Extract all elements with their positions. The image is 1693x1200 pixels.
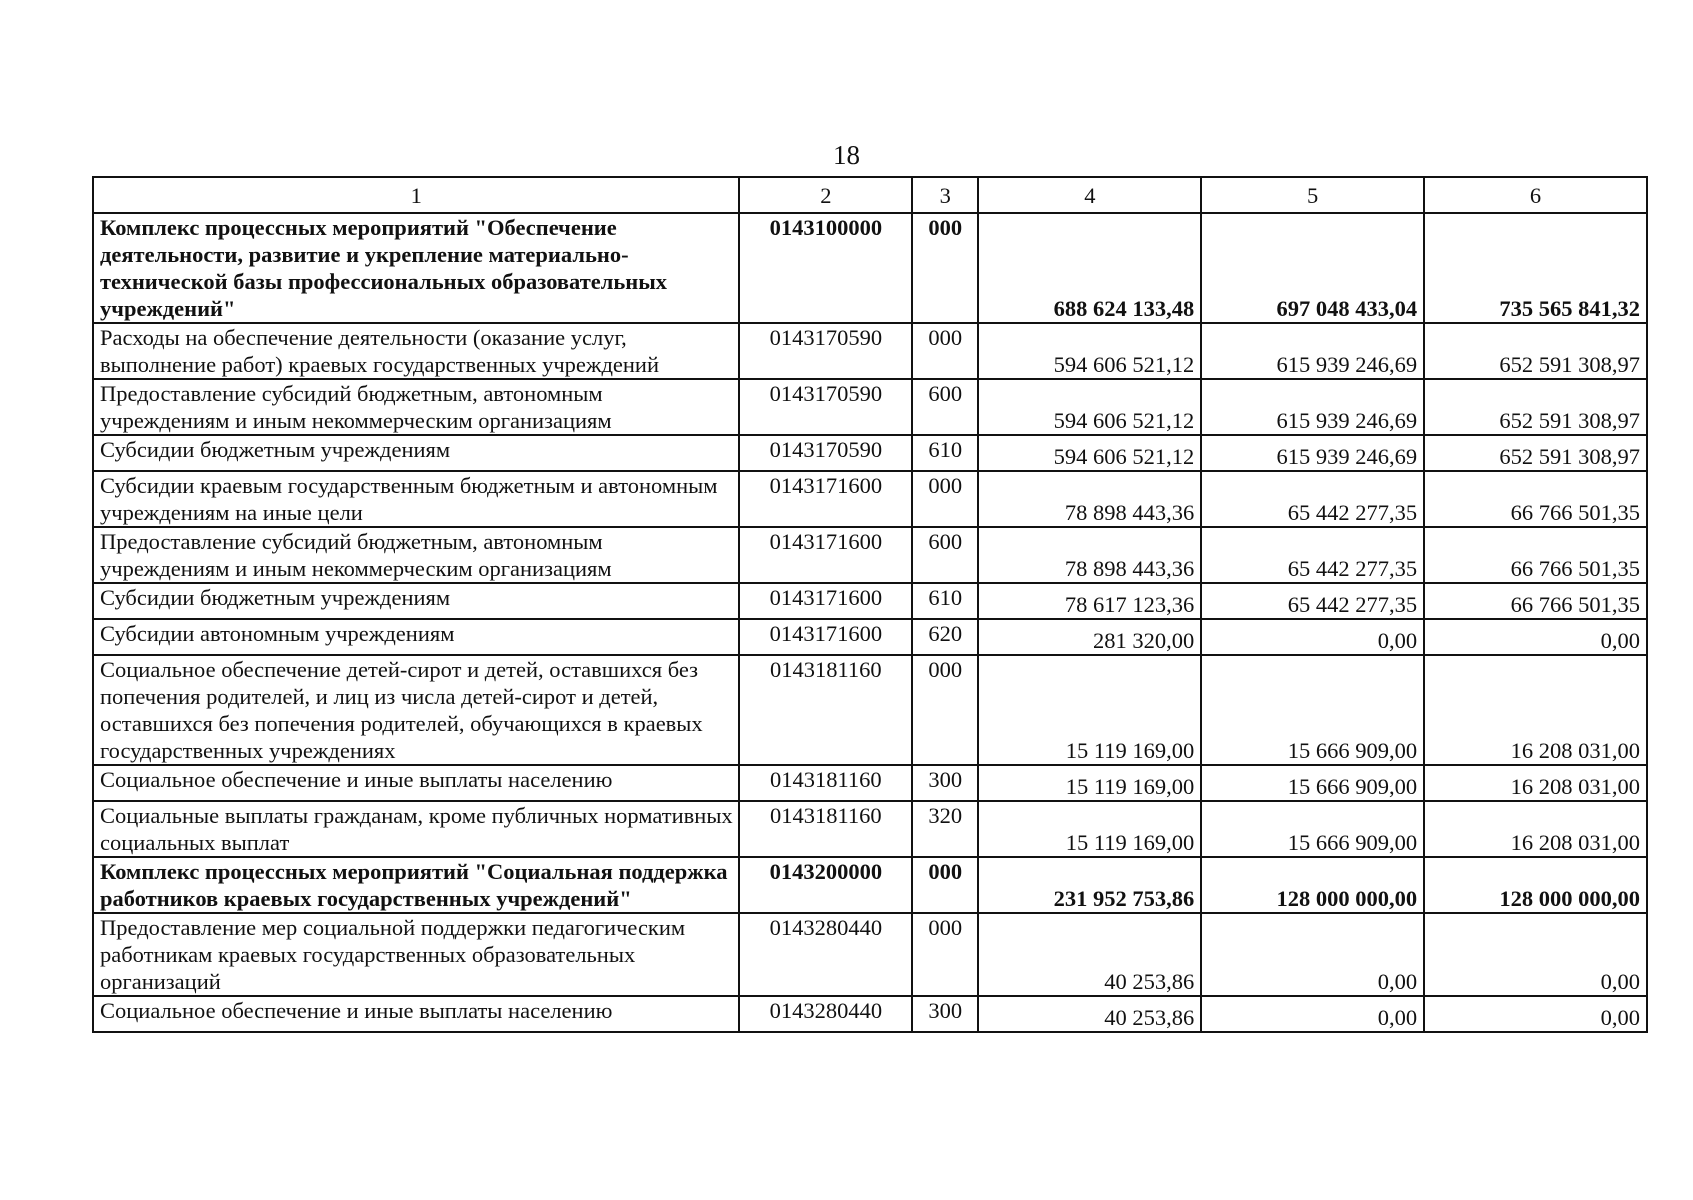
row-name: Субсидии автономным учреждениям [93, 619, 739, 655]
row-amount-col5: 65 442 277,35 [1201, 583, 1424, 619]
row-expense-type: 000 [912, 913, 978, 996]
row-target-code: 0143280440 [739, 913, 912, 996]
row-amount-col5: 0,00 [1201, 619, 1424, 655]
table-row [93, 471, 1647, 527]
row-target-code: 0143170590 [739, 435, 912, 471]
row-expense-type: 300 [912, 996, 978, 1032]
column-header-5: 5 [1201, 177, 1424, 213]
row-name: Социальные выплаты гражданам, кроме публичных нормативных социальных выплат [93, 801, 739, 857]
row-name: Социальное обеспечение и иные выплаты населению [93, 765, 739, 801]
row-amount-col6: 652 591 308,97 [1424, 379, 1647, 435]
row-expense-type: 000 [912, 471, 978, 527]
row-target-code: 0143170590 [739, 323, 912, 379]
row-target-code: 0143181160 [739, 801, 912, 857]
row-target-code: 0143170590 [739, 379, 912, 435]
row-amount-col4: 40 253,86 [978, 996, 1201, 1032]
table-row [93, 527, 1647, 583]
row-amount-col4: 594 606 521,12 [978, 323, 1201, 379]
column-header-6: 6 [1424, 177, 1647, 213]
row-target-code: 0143280440 [739, 996, 912, 1032]
row-name: Субсидии краевым государственным бюджетным и автономным учреждениям на иные цели [93, 471, 739, 527]
row-amount-col4: 594 606 521,12 [978, 379, 1201, 435]
row-amount-col4: 78 898 443,36 [978, 527, 1201, 583]
row-amount-col6: 16 208 031,00 [1424, 765, 1647, 801]
row-expense-type: 620 [912, 619, 978, 655]
row-name: Субсидии бюджетным учреждениям [93, 435, 739, 471]
column-header-1: 1 [93, 177, 739, 213]
table-row [93, 435, 1647, 471]
row-amount-col6: 16 208 031,00 [1424, 801, 1647, 857]
row-amount-col5: 15 666 909,00 [1201, 765, 1424, 801]
row-name: Субсидии бюджетным учреждениям [93, 583, 739, 619]
row-target-code: 0143181160 [739, 655, 912, 765]
budget-table [92, 176, 1648, 1033]
row-amount-col6: 0,00 [1424, 913, 1647, 996]
row-target-code: 0143171600 [739, 527, 912, 583]
row-amount-col6: 735 565 841,32 [1424, 213, 1647, 323]
row-target-code: 0143100000 [739, 213, 912, 323]
table-row [93, 619, 1647, 655]
row-amount-col6: 0,00 [1424, 996, 1647, 1032]
row-target-code: 0143181160 [739, 765, 912, 801]
row-expense-type: 000 [912, 655, 978, 765]
row-amount-col6: 66 766 501,35 [1424, 527, 1647, 583]
row-expense-type: 000 [912, 323, 978, 379]
row-amount-col6: 66 766 501,35 [1424, 471, 1647, 527]
row-expense-type: 600 [912, 379, 978, 435]
column-header-4: 4 [978, 177, 1201, 213]
row-amount-col5: 615 939 246,69 [1201, 323, 1424, 379]
row-amount-col4: 688 624 133,48 [978, 213, 1201, 323]
row-amount-col5: 128 000 000,00 [1201, 857, 1424, 913]
row-amount-col5: 15 666 909,00 [1201, 801, 1424, 857]
row-amount-col5: 697 048 433,04 [1201, 213, 1424, 323]
page-number: 18 [833, 140, 860, 170]
table-row [93, 857, 1647, 913]
row-amount-col6: 66 766 501,35 [1424, 583, 1647, 619]
row-name: Социальное обеспечение детей-сирот и детей, оставшихся без попечения родителей, и лиц из числа детей-сирот и детей, оставшихся без попечения родителей, обучающихся в краевых государственных учреждениях [93, 655, 739, 765]
row-amount-col4: 78 898 443,36 [978, 471, 1201, 527]
column-number-row [93, 177, 1647, 213]
row-name: Социальное обеспечение и иные выплаты населению [93, 996, 739, 1032]
row-name: Комплекс процессных мероприятий "Обеспечение деятельности, развитие и укрепление материально-технической базы профессиональных образовательных учреждений" [93, 213, 739, 323]
row-target-code: 0143171600 [739, 619, 912, 655]
row-name: Расходы на обеспечение деятельности (оказание услуг, выполнение работ) краевых государственных учреждений [93, 323, 739, 379]
row-amount-col5: 615 939 246,69 [1201, 435, 1424, 471]
row-amount-col6: 652 591 308,97 [1424, 323, 1647, 379]
table-row [93, 583, 1647, 619]
table-row [93, 213, 1647, 323]
row-amount-col4: 40 253,86 [978, 913, 1201, 996]
row-amount-col5: 615 939 246,69 [1201, 379, 1424, 435]
row-expense-type: 300 [912, 765, 978, 801]
row-expense-type: 600 [912, 527, 978, 583]
table-row [93, 913, 1647, 996]
row-amount-col4: 78 617 123,36 [978, 583, 1201, 619]
row-target-code: 0143200000 [739, 857, 912, 913]
row-amount-col4: 15 119 169,00 [978, 655, 1201, 765]
row-amount-col5: 15 666 909,00 [1201, 655, 1424, 765]
row-name: Предоставление субсидий бюджетным, автономным учреждениям и иным некоммерческим организациям [93, 379, 739, 435]
row-target-code: 0143171600 [739, 471, 912, 527]
row-amount-col6: 16 208 031,00 [1424, 655, 1647, 765]
row-amount-col6: 652 591 308,97 [1424, 435, 1647, 471]
row-amount-col4: 281 320,00 [978, 619, 1201, 655]
row-amount-col4: 15 119 169,00 [978, 801, 1201, 857]
table-row [93, 996, 1647, 1032]
row-expense-type: 000 [912, 213, 978, 323]
row-amount-col5: 0,00 [1201, 913, 1424, 996]
column-header-3: 3 [912, 177, 978, 213]
row-name: Предоставление мер социальной поддержки педагогическим работникам краевых государственных образовательных организаций [93, 913, 739, 996]
row-amount-col4: 594 606 521,12 [978, 435, 1201, 471]
row-expense-type: 000 [912, 857, 978, 913]
row-amount-col4: 231 952 753,86 [978, 857, 1201, 913]
row-amount-col5: 0,00 [1201, 996, 1424, 1032]
row-amount-col5: 65 442 277,35 [1201, 527, 1424, 583]
table-row [93, 323, 1647, 379]
row-amount-col6: 0,00 [1424, 619, 1647, 655]
row-name: Комплекс процессных мероприятий "Социальная поддержка работников краевых государственных учреждений" [93, 857, 739, 913]
row-target-code: 0143171600 [739, 583, 912, 619]
table-row [93, 379, 1647, 435]
table-row [93, 765, 1647, 801]
row-amount-col4: 15 119 169,00 [978, 765, 1201, 801]
table-row [93, 801, 1647, 857]
row-name: Предоставление субсидий бюджетным, автономным учреждениям и иным некоммерческим организациям [93, 527, 739, 583]
table-row [93, 655, 1647, 765]
row-amount-col5: 65 442 277,35 [1201, 471, 1424, 527]
row-expense-type: 610 [912, 435, 978, 471]
row-expense-type: 320 [912, 801, 978, 857]
column-header-2: 2 [739, 177, 912, 213]
row-amount-col6: 128 000 000,00 [1424, 857, 1647, 913]
row-expense-type: 610 [912, 583, 978, 619]
